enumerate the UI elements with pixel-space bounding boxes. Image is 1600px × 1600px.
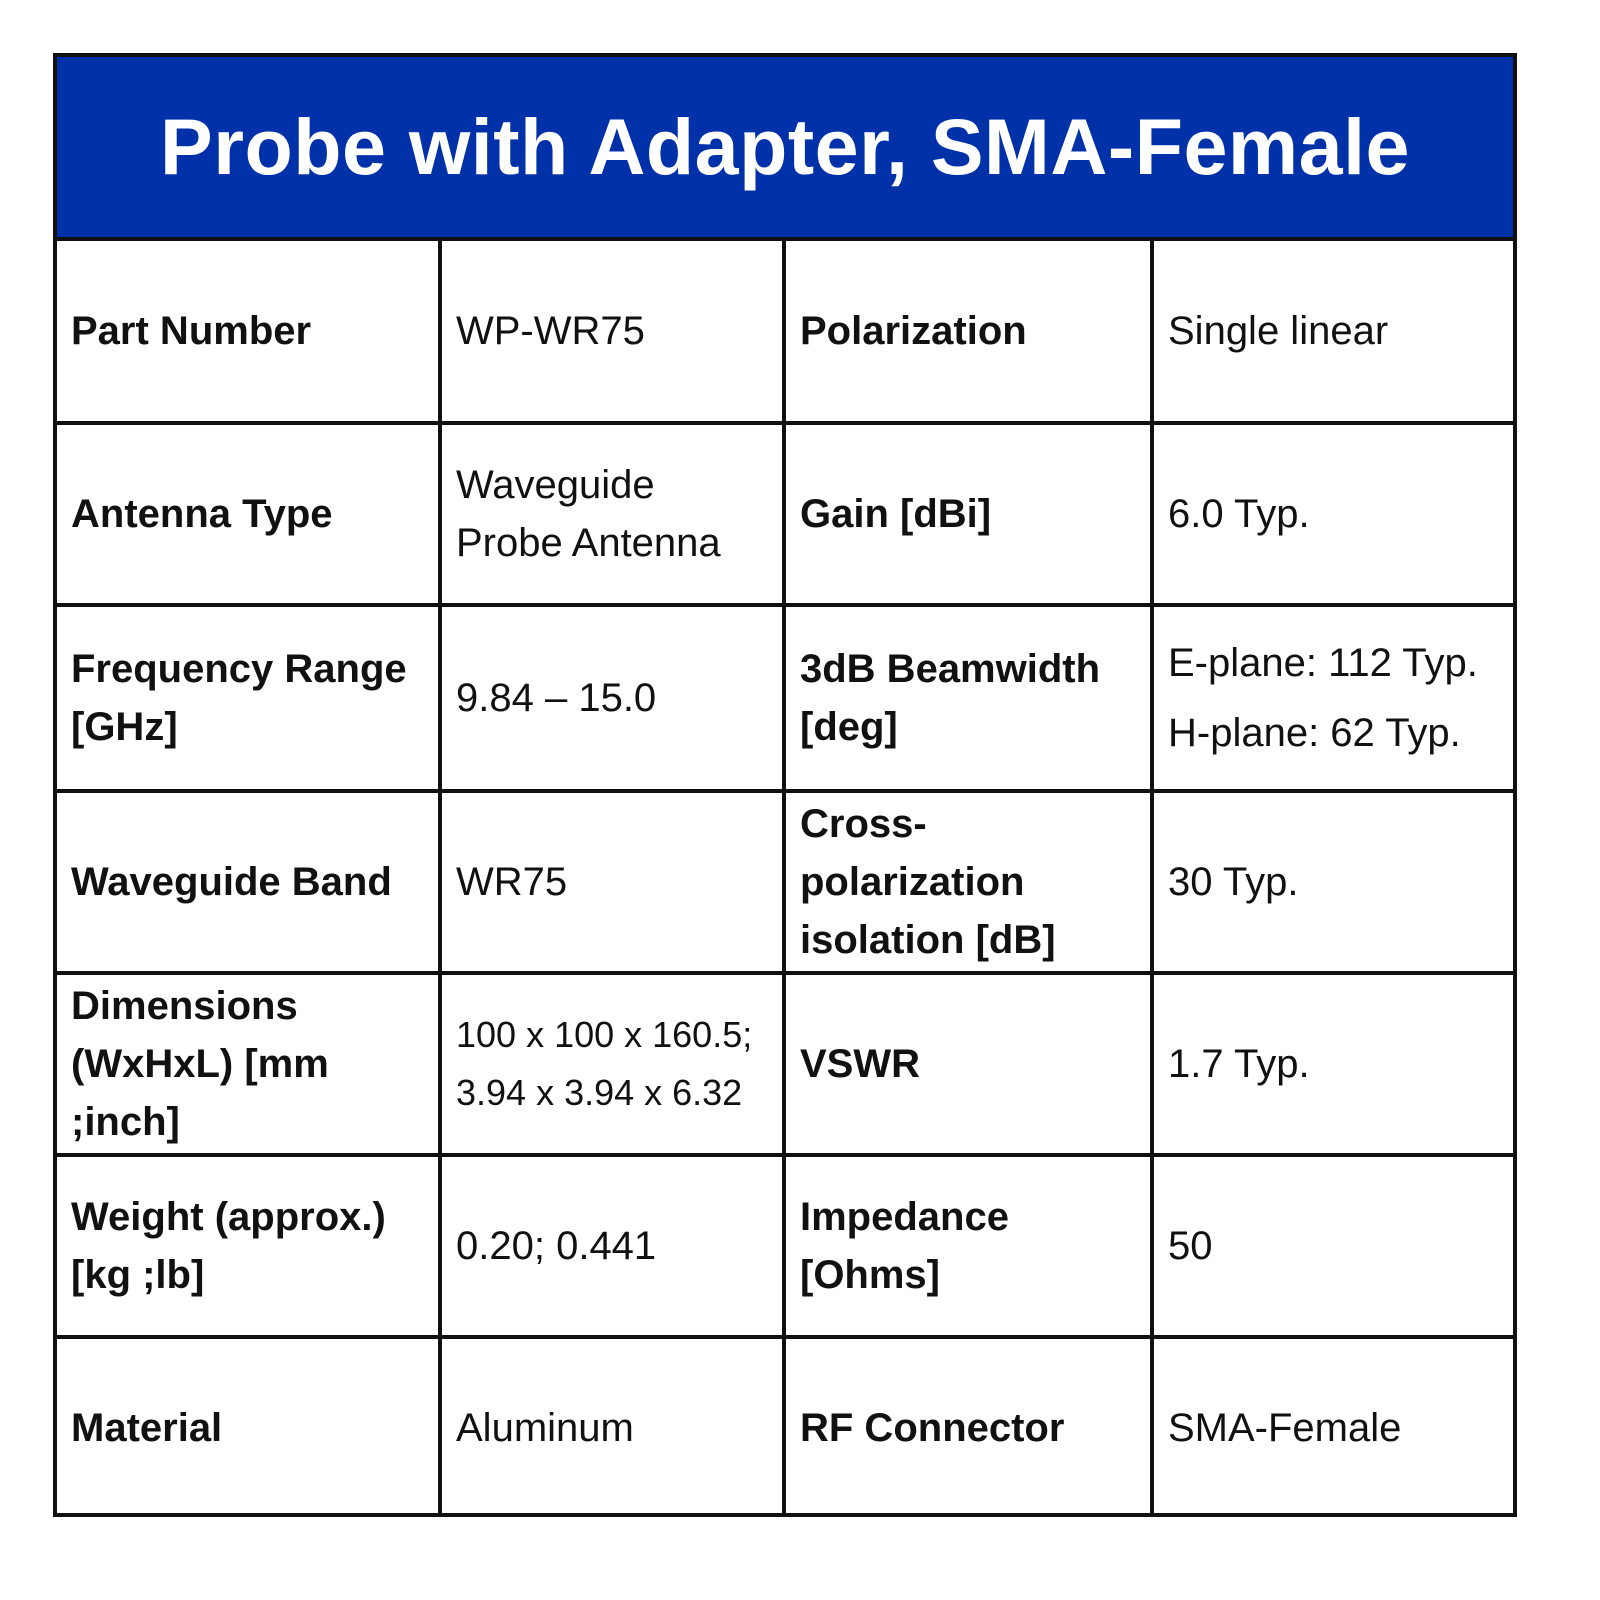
spec-label: Frequency Range [GHz] bbox=[57, 605, 440, 791]
spec-label: 3dB Beamwidth [deg] bbox=[784, 605, 1152, 791]
spec-value: WR75 bbox=[440, 791, 784, 973]
table-row bbox=[57, 1337, 1513, 1517]
table-row bbox=[57, 791, 1513, 973]
spec-value: WP-WR75 bbox=[440, 241, 784, 423]
spec-value: 100 x 100 x 160.5; 3.94 x 3.94 x 6.32 bbox=[440, 973, 784, 1155]
spec-label: Material bbox=[57, 1337, 440, 1517]
spec-label: VSWR bbox=[784, 973, 1152, 1155]
spec-table bbox=[57, 241, 1513, 1517]
spec-value: SMA-Female bbox=[1152, 1337, 1513, 1517]
spec-value: 0.20; 0.441 bbox=[440, 1155, 784, 1337]
spec-label: Dimensions (WxHxL) [mm ;inch] bbox=[57, 973, 440, 1155]
spec-label: Antenna Type bbox=[57, 423, 440, 605]
spec-card bbox=[53, 53, 1517, 1517]
spec-value: Single linear bbox=[1152, 241, 1513, 423]
table-row bbox=[57, 605, 1513, 791]
spec-value: 6.0 Typ. bbox=[1152, 423, 1513, 605]
spec-label: Weight (approx.) [kg ;lb] bbox=[57, 1155, 440, 1337]
spec-label: Cross-polarization isolation [dB] bbox=[784, 791, 1152, 973]
title-bar bbox=[57, 57, 1513, 241]
spec-label: Impedance [Ohms] bbox=[784, 1155, 1152, 1337]
spec-value: 50 bbox=[1152, 1155, 1513, 1337]
spec-value: Waveguide Probe Antenna bbox=[440, 423, 784, 605]
table-row bbox=[57, 973, 1513, 1155]
page-title: Probe with Adapter, SMA-Female bbox=[160, 102, 1410, 191]
spec-value: 9.84 – 15.0 bbox=[440, 605, 784, 791]
table-row bbox=[57, 1155, 1513, 1337]
spec-label: Polarization bbox=[784, 241, 1152, 423]
spec-value: Aluminum bbox=[440, 1337, 784, 1517]
spec-value: 1.7 Typ. bbox=[1152, 973, 1513, 1155]
spec-value: E-plane: 112 Typ. H-plane: 62 Typ. bbox=[1152, 605, 1513, 791]
table-row bbox=[57, 423, 1513, 605]
spec-label: Part Number bbox=[57, 241, 440, 423]
spec-label: RF Connector bbox=[784, 1337, 1152, 1517]
spec-value: 30 Typ. bbox=[1152, 791, 1513, 973]
spec-label: Waveguide Band bbox=[57, 791, 440, 973]
table-row bbox=[57, 241, 1513, 423]
spec-label: Gain [dBi] bbox=[784, 423, 1152, 605]
